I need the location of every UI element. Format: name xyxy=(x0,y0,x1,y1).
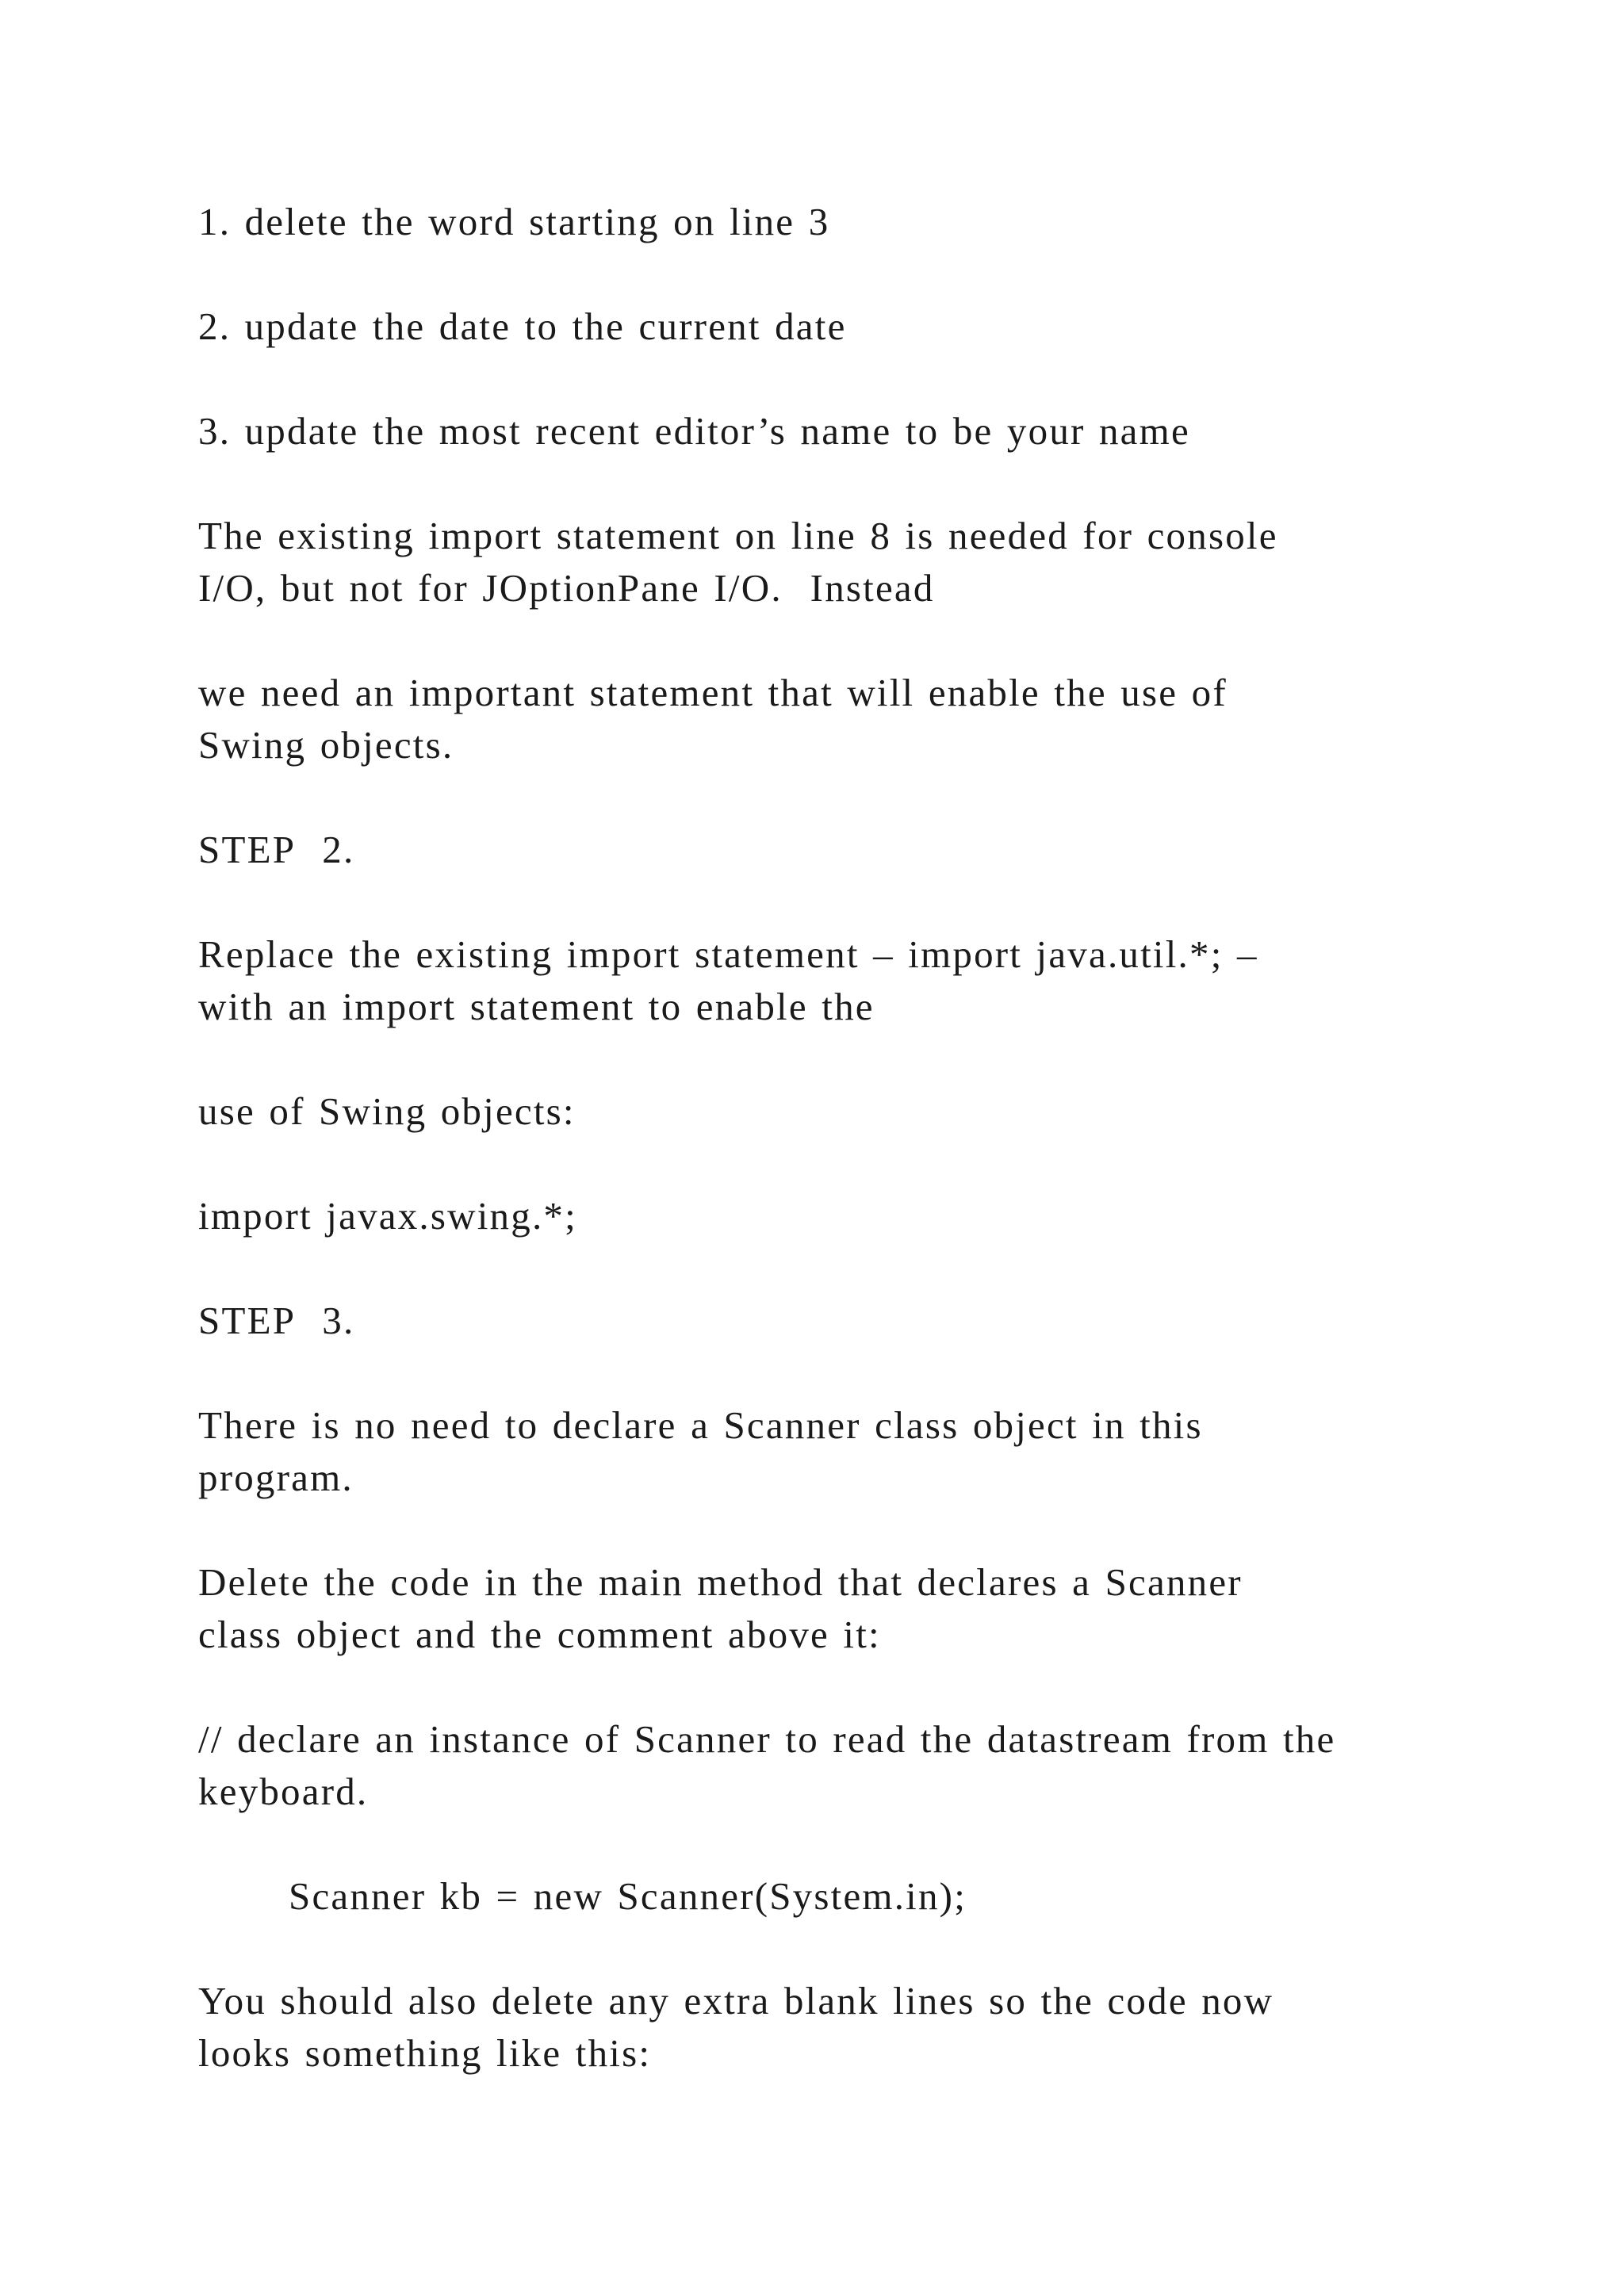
paragraph-swing-objects: we need an important statement that will enable the use of Swing objects. xyxy=(198,671,1228,767)
paragraph-existing-import: The existing import statement on line 8 is needed for console I/O, but not for JOptionPane I/O. Instead xyxy=(198,514,1278,610)
paragraph-delete-blank-lines: You should also delete any extra blank lines so the code now looks something like this: xyxy=(198,1979,1274,2075)
instruction-update-editor: 3. update the most recent editor’s name to be your name xyxy=(198,409,1190,453)
code-scanner-comment: // declare an instance of Scanner to read the datastream from the keyboard. xyxy=(198,1717,1336,1813)
code-scanner-declaration: Scanner kb = new Scanner(System.in); xyxy=(289,1874,967,1918)
code-import-swing: import javax.swing.*; xyxy=(198,1194,577,1238)
paragraph-replace-import: Replace the existing import statement – import java.util.*; – with an import statement to enable the xyxy=(198,932,1258,1028)
instruction-update-date: 2. update the date to the current date xyxy=(198,304,847,348)
step-3-heading: STEP 3. xyxy=(198,1299,355,1342)
paragraph-use-swing: use of Swing objects: xyxy=(198,1089,576,1133)
paragraph-delete-scanner: Delete the code in the main method that declares a Scanner class object and the comment above it: xyxy=(198,1560,1243,1656)
instruction-delete-word: 1. delete the word starting on line 3 xyxy=(198,200,830,243)
paragraph-no-scanner: There is no need to declare a Scanner class object in this program. xyxy=(198,1403,1203,1499)
step-2-heading: STEP 2. xyxy=(198,828,355,871)
